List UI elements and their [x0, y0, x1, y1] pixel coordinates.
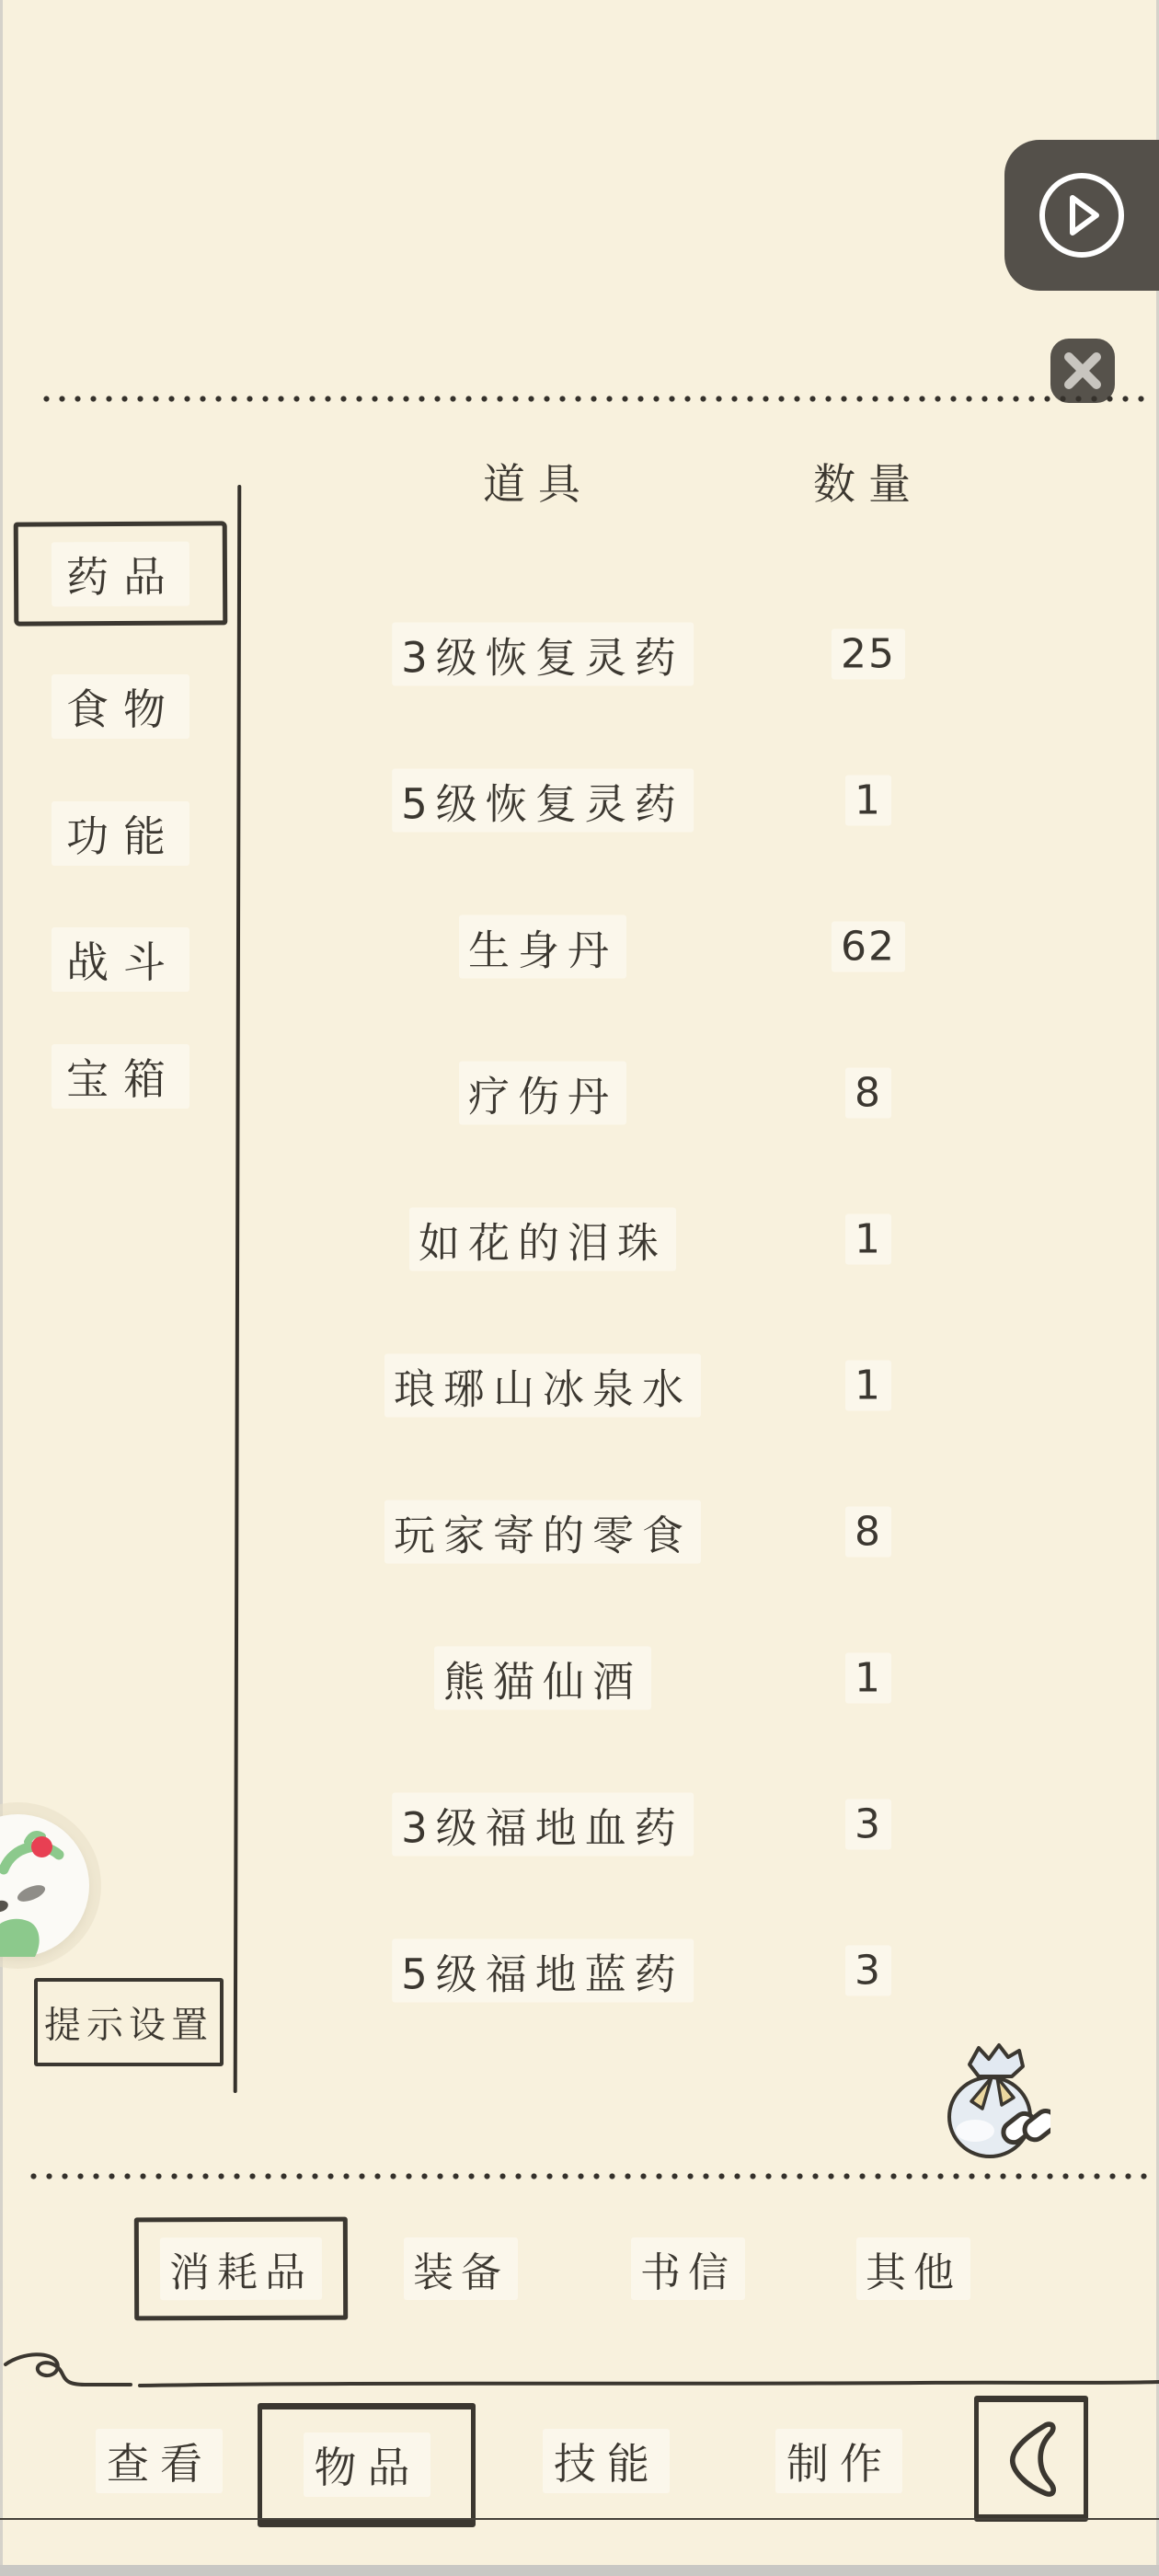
item-qty: 1: [845, 1652, 891, 1703]
money-bag-button[interactable]: [946, 2042, 1050, 2162]
bottom-nav-divider-line: [0, 2518, 1159, 2520]
sidebar-item-function[interactable]: 功能: [52, 801, 189, 866]
bottom-dotted-divider: [26, 2172, 1152, 2180]
panda-mascot-icon: [0, 1943, 89, 1961]
item-qty: 62: [832, 921, 905, 972]
money-bag-link-icon: [946, 2148, 1050, 2166]
tab-letters[interactable]: 书信: [631, 2237, 745, 2300]
tip-settings-button[interactable]: [34, 1978, 224, 2066]
nav-item-items[interactable]: [258, 2403, 476, 2527]
item-row[interactable]: [0, 1019, 1159, 1166]
item-name: 玩家寄的零食: [384, 1500, 701, 1563]
back-button[interactable]: [974, 2396, 1088, 2522]
item-qty: 3: [845, 1945, 891, 1995]
item-qty: 1: [845, 1213, 891, 1264]
nav-item-craft[interactable]: 制作: [775, 2429, 902, 2493]
item-name: 5级恢复灵药: [392, 768, 694, 832]
item-list: [0, 581, 1159, 2043]
item-qty: 3: [845, 1799, 891, 1849]
sidebar-item-label: 药品: [52, 541, 189, 606]
sidebar-item-food[interactable]: 食物: [52, 674, 189, 739]
item-name: 熊猫仙酒: [434, 1646, 651, 1709]
item-name: 如花的泪珠: [409, 1207, 676, 1271]
nav-item-skills[interactable]: 技能: [543, 2429, 670, 2493]
item-name: 3级恢复灵药: [392, 622, 694, 685]
item-row[interactable]: [0, 581, 1159, 727]
tab-equipment[interactable]: 装备: [404, 2237, 518, 2300]
sidebar-item-chest[interactable]: 宝箱: [52, 1044, 189, 1109]
item-row[interactable]: [0, 1604, 1159, 1751]
item-row[interactable]: [0, 873, 1159, 1019]
item-qty: 8: [845, 1067, 891, 1118]
tab-other[interactable]: 其他: [856, 2237, 970, 2300]
column-header-qty: 数量: [813, 459, 924, 509]
nav-item-view[interactable]: 查看: [96, 2429, 223, 2493]
item-name: 5级福地蓝药: [392, 1938, 694, 2002]
item-row[interactable]: [0, 1751, 1159, 1897]
panda-mascot-button[interactable]: [0, 1814, 89, 1957]
tip-settings-label: 提示设置: [44, 2004, 213, 2047]
column-header-item: 道具: [483, 459, 593, 509]
item-name: 琅琊山冰泉水: [384, 1353, 701, 1417]
item-name: 生身丹: [459, 914, 626, 978]
item-qty: 1: [845, 775, 891, 825]
item-qty: 8: [845, 1506, 891, 1557]
close-button[interactable]: [1050, 339, 1115, 403]
item-name: 3级福地血药: [392, 1792, 694, 1856]
sidebar-item-battle[interactable]: 战斗: [52, 927, 189, 992]
nav-item-label: 物品: [304, 2432, 430, 2497]
tab-consumables[interactable]: [134, 2217, 348, 2321]
item-qty: 25: [832, 628, 905, 679]
item-name: 疗伤丹: [459, 1061, 626, 1124]
item-row[interactable]: [0, 1166, 1159, 1312]
item-row[interactable]: [0, 1458, 1159, 1604]
divider-squiggle-line: [0, 2344, 1159, 2403]
item-row[interactable]: [0, 1312, 1159, 1458]
notification-red-dot: [31, 1836, 52, 1857]
top-dotted-divider: [39, 395, 1152, 403]
tab-label: 消耗品: [160, 2237, 322, 2301]
system-bottom-strip: [0, 2565, 1159, 2576]
item-row[interactable]: [0, 727, 1159, 873]
video-play-button[interactable]: [1004, 140, 1159, 291]
item-qty: 1: [845, 1360, 891, 1410]
